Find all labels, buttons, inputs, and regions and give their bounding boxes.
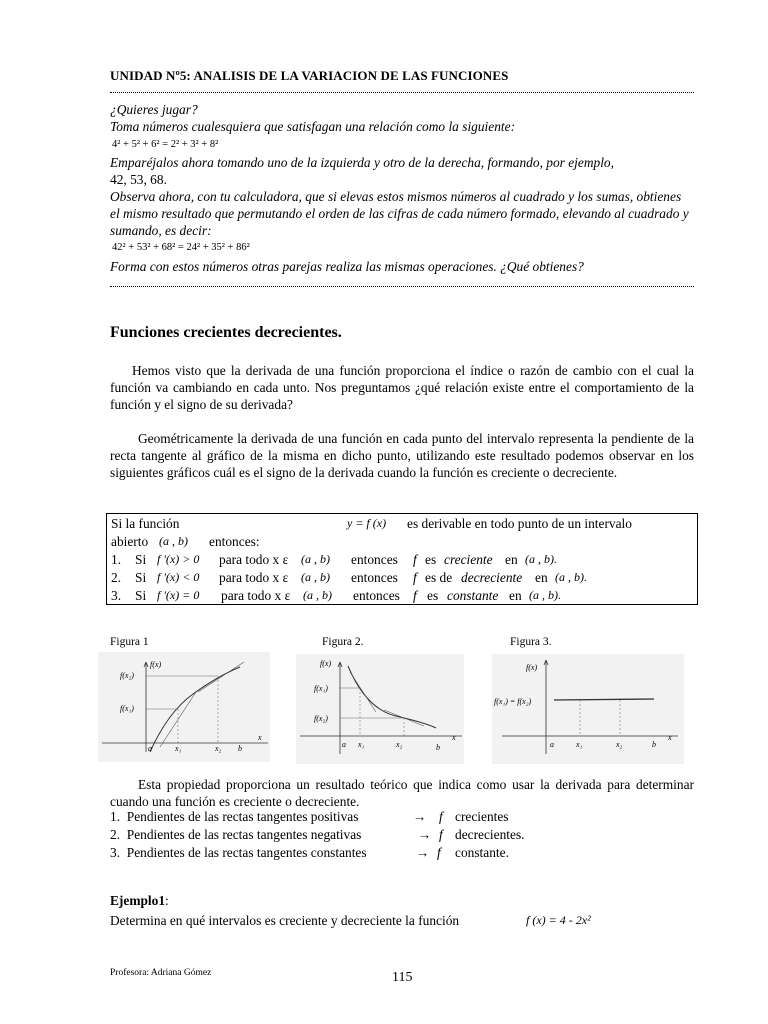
game-observe-text: Observa ahora, con tu calculadora, que si elevas estos mismos números al cuadrado y los sumas, obtienes el mismo resultado que permutando el orden de las cifras de cada número formado, elevando al cuadrado y sumando, es decir: <box>110 189 689 238</box>
axis-label: x <box>668 733 672 742</box>
axis-label: f(x) <box>150 660 162 669</box>
arrow-icon: → <box>418 827 432 842</box>
tick-label: x₂ <box>215 744 222 753</box>
game-pair-values: 42, 53, 68. <box>110 172 167 187</box>
arrow-icon: → <box>413 809 427 824</box>
tick-label: x₁ <box>175 744 182 753</box>
figure-2-decreasing-graph <box>296 654 464 764</box>
theorem-item: 1. Si f '(x) > 0 para todo x ε (a , b) entonces f es creciente en (a , b). <box>111 552 557 567</box>
constant-line <box>554 699 654 700</box>
figure-3-constant-graph <box>492 654 684 764</box>
tick-label: a <box>550 740 554 749</box>
theorem-line: abierto (a , b) entonces: <box>111 534 260 549</box>
axis-label: f(x) <box>526 663 538 672</box>
tick-label: b <box>238 744 242 753</box>
decreasing-curve <box>348 666 436 728</box>
theorem-item: 2. Si f '(x) < 0 para todo x ε (a , b) entonces f es de decreciente en (a , b). <box>111 570 587 585</box>
property-item: 3. Pendientes de las rectas tangentes constantes → f constante. <box>110 845 509 860</box>
paragraph-text: Esta propiedad proporciona un resultado teórico que indica como usar la derivada para determinar cuando una función es creciente o decreciente. <box>110 777 694 809</box>
formula-permuted-squares: 42² + 53² + 68² = 24² + 35² + 86² <box>112 242 250 253</box>
axis-label: x <box>452 733 456 742</box>
tick-label: f(x₁) <box>120 704 134 713</box>
tick-label: f(x₂) <box>120 671 134 680</box>
page-number: 115 <box>392 970 413 985</box>
figure-3-label: Figura 3. <box>510 636 552 648</box>
example-formula: f (x) = 4 - 2x² <box>526 913 591 927</box>
tick-label: f(x₂) <box>314 714 328 723</box>
paragraph-text: Geométricamente la derivada de una función en cada punto del intervalo representa la pendiente de la recta tangente al gráfico de la misma en dicho punto, utilizando este resultado podemos observar en los siguientes gráficos cuál es el signo de la derivada cuando la función es creciente o decreciente. <box>110 431 694 480</box>
game-pair-text: Emparéjalos ahora tomando uno de la izquierda y otro de la derecha, formando, por ejemplo, <box>110 155 614 170</box>
tick-label: x₂ <box>396 740 403 749</box>
tick-label: b <box>652 740 656 749</box>
section-title: Funciones crecientes decrecientes. <box>110 324 342 341</box>
paragraph-geometric <box>110 430 694 481</box>
example-title: Ejemplo1: <box>110 893 169 908</box>
tick-label: a <box>342 740 346 749</box>
example-text: Determina en qué intervalos es creciente y decreciente la función f (x) = 4 - 2x² <box>110 913 591 928</box>
unit-title: UNIDAD Nº5: ANALISIS DE LA VARIACION DE LAS FUNCIONES <box>110 68 509 83</box>
theorem-line: Si la función y = f (x) es derivable en todo punto de un intervalo <box>111 516 632 531</box>
arrow-icon: → <box>416 845 430 860</box>
axis-label: f(x) <box>320 659 332 668</box>
figure-2-label: Figura 2. <box>322 636 364 648</box>
theorem-box <box>106 513 698 605</box>
paragraph-text: Hemos visto que la derivada de una función proporciona el índice o razón de cambio con el cual la función va cambiando en cada unto. Nos preguntamos ¿qué relación existe entre el comportamiento de la función y el signo de su derivada? <box>110 363 694 412</box>
paragraph-derivative-intro <box>110 362 694 413</box>
theorem-item: 3. Si f '(x) = 0 para todo x ε (a , b) entonces f es constante en (a , b). <box>111 588 561 603</box>
footer-author: Profesora: Adriana Gómez <box>110 968 212 978</box>
property-item: 1. Pendientes de las rectas tangentes positivas → f crecientes <box>110 809 509 824</box>
tick-label: a <box>148 744 152 753</box>
game-question: ¿Quieres jugar? <box>110 102 198 117</box>
tick-label: x₁ <box>576 740 583 749</box>
property-item: 2. Pendientes de las rectas tangentes negativas → f decrecientes. <box>110 827 525 842</box>
tick-label: f(x₁) = f(x₂) <box>494 697 532 706</box>
tick-label: f(x₁) <box>314 684 328 693</box>
paragraph-property-intro <box>110 776 694 810</box>
tick-label: b <box>436 743 440 752</box>
tick-label: x₂ <box>616 740 623 749</box>
figure-1-increasing-graph <box>98 652 270 762</box>
increasing-curve <box>150 667 240 752</box>
axis-label: x <box>258 733 262 742</box>
formula-sum-squares: 4² + 5² + 6² = 2² + 3² + 8² <box>112 139 219 150</box>
figure-1-label: Figura 1 <box>110 636 149 648</box>
game-closing: Forma con estos números otras parejas realiza las mismas operaciones. ¿Qué obtienes? <box>110 259 584 274</box>
dotted-divider <box>110 286 694 287</box>
game-instruction: Toma números cualesquiera que satisfagan una relación como la siguiente: <box>110 119 516 134</box>
tick-label: x₁ <box>358 740 365 749</box>
dotted-divider <box>110 92 694 93</box>
